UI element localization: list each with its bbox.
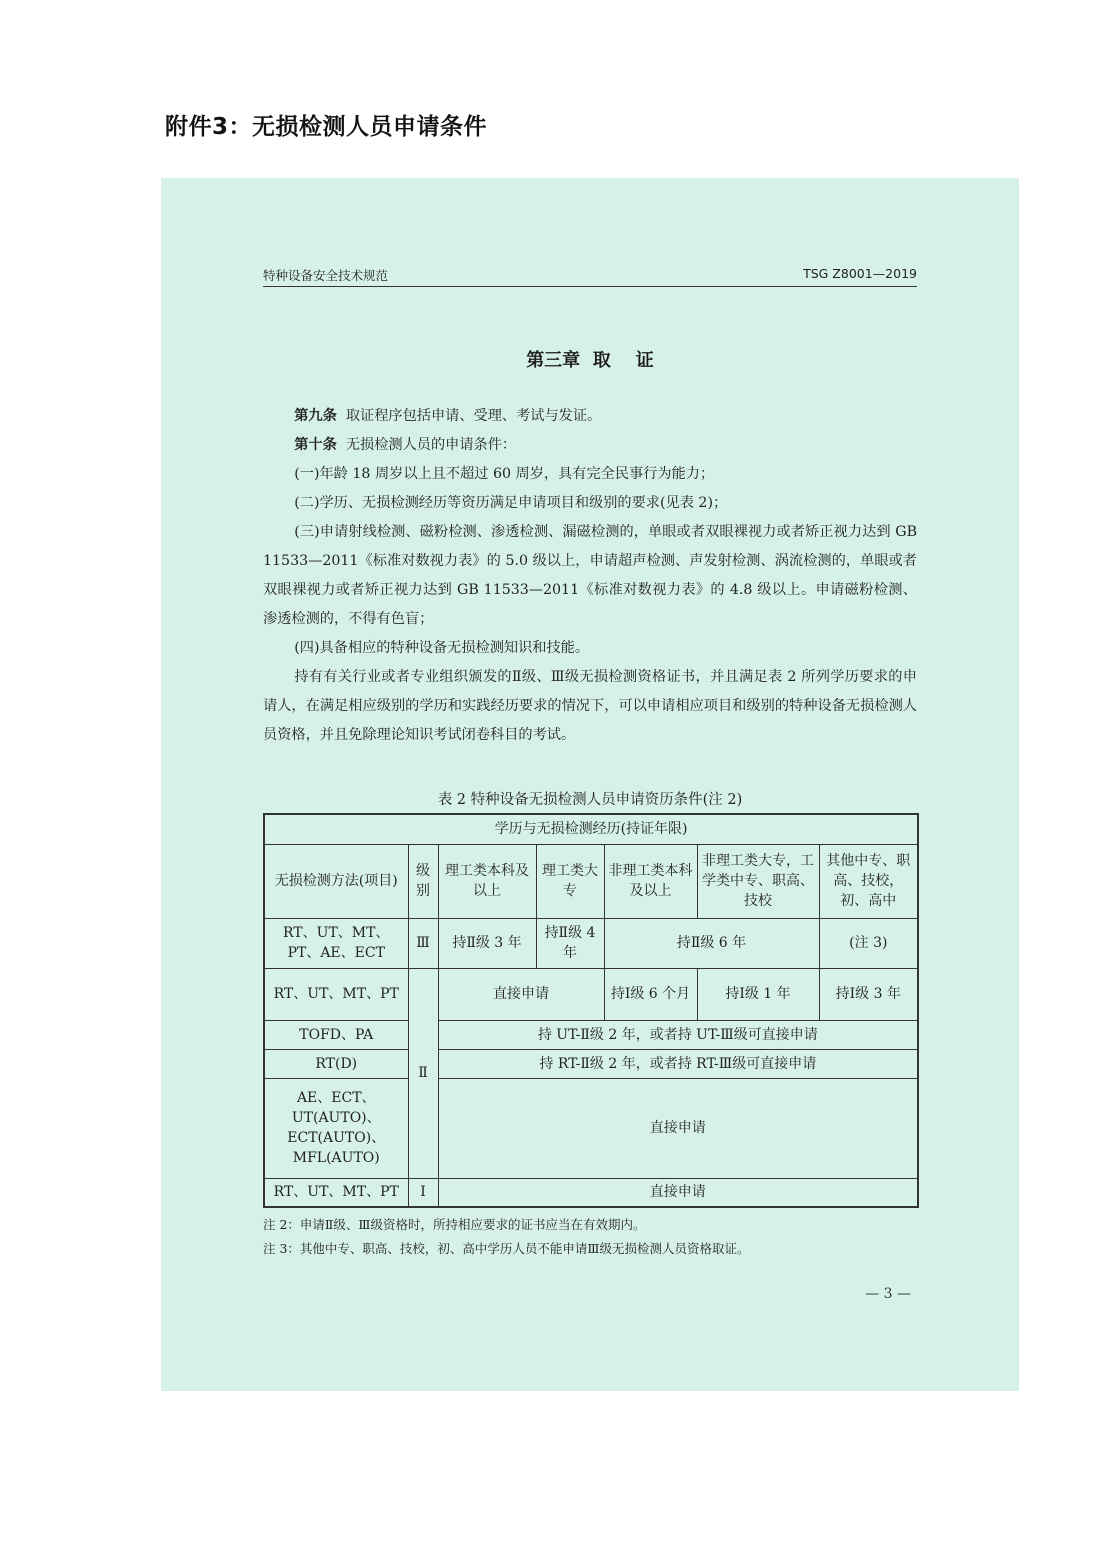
header-edu-4: 非理工类大专，工学类中专、职高、技校 <box>697 844 819 918</box>
row-level: Ⅲ <box>408 918 438 968</box>
table-row <box>264 1020 918 1049</box>
item-4: (四)具备相应的特种设备无损检测知识和技能。 <box>294 640 590 656</box>
row-cell: 持 RT-Ⅱ级 2 年，或者持 RT-Ⅲ级可直接申请 <box>438 1049 918 1078</box>
row-cell: 持Ⅰ级 6 个月 <box>604 968 697 1020</box>
row-level: Ⅰ <box>408 1178 438 1207</box>
table-row <box>264 1049 918 1078</box>
row-cell: (注 3) <box>819 918 918 968</box>
row-cell: 直接申请 <box>438 1178 918 1207</box>
header-edu-1: 理工类本科及以上 <box>438 844 536 918</box>
article-10-text: 无损检测人员的申请条件： <box>345 437 517 453</box>
row-cell: 持Ⅰ级 1 年 <box>697 968 819 1020</box>
row-cell: 持Ⅱ级 4 年 <box>536 918 604 968</box>
row-method: RT、UT、MT、PT <box>264 968 408 1020</box>
note-2: 注 2：申请Ⅱ级、Ⅲ级资格时，所持相应要求的证书应当在有效期内。 <box>263 1217 646 1232</box>
table-row <box>264 968 918 1020</box>
table-row <box>264 918 918 968</box>
item-1: (一)年龄 18 周岁以上且不超过 60 周岁，具有完全民事行为能力； <box>294 466 715 482</box>
row-cell: 持Ⅰ级 3 年 <box>819 968 918 1020</box>
row-cell: 持 UT-Ⅱ级 2 年，或者持 UT-Ⅲ级可直接申请 <box>438 1020 918 1049</box>
article-9 <box>263 402 917 431</box>
table-caption: 表 2 特种设备无损检测人员申请资历条件(注 2) <box>437 792 743 808</box>
article-10 <box>263 431 917 460</box>
header-method: 无损检测方法(项目) <box>264 844 408 918</box>
item-3: (三)申请射线检测、磁粉检测、渗透检测、漏磁检测的，单眼或者双眼裸视力或者矫正视力达到 GB 11533—2011《标准对数视力表》的 5.0 级以上，申请超声检测、声发射检测、涡流检测的，单眼或者双眼裸视力或者矫正视力达到 GB 11533—2011《标准对数视力表》的 4.8 级以上。申请磁粉检测、渗透检测的，不得有色盲； <box>263 524 917 627</box>
article-9-text: 取证程序包括申请、受理、考试与发证。 <box>345 408 602 424</box>
header-right: TSG Z8001—2019 <box>803 266 917 281</box>
table-row <box>264 1078 918 1178</box>
row-level: Ⅱ <box>408 968 438 1178</box>
row-method: TOFD、PA <box>264 1020 408 1049</box>
header-level: 级别 <box>408 844 438 918</box>
article-10-label: 第十条 <box>294 437 337 453</box>
article-9-label: 第九条 <box>294 408 337 424</box>
row-method: RT、UT、MT、PT、AE、ECT <box>264 918 408 968</box>
requirements-table <box>263 813 919 1208</box>
chapter-title: 第三章 取 证 <box>526 350 654 371</box>
scanned-page <box>161 178 1019 1391</box>
header-edu-3: 非理工类本科及以上 <box>604 844 697 918</box>
row-cell: 直接申请 <box>438 1078 918 1178</box>
row-cell: 持Ⅱ级 3 年 <box>438 918 536 968</box>
body-text <box>263 402 917 750</box>
item-2: (二)学历、无损检测经历等资历满足申请项目和级别的要求(见表 2)； <box>294 495 728 511</box>
page-number: — 3 — <box>865 1286 911 1302</box>
attachment-title: 附件3：无损检测人员申请条件 <box>165 114 488 140</box>
row-method: RT、UT、MT、PT <box>264 1178 408 1207</box>
header-left: 特种设备安全技术规范 <box>263 268 389 283</box>
table-group-header: 学历与无损检测经历(持证年限) <box>264 814 918 844</box>
running-header <box>263 266 917 287</box>
table-notes <box>263 1213 917 1261</box>
row-method: RT(D) <box>264 1049 408 1078</box>
certificate-paragraph: 持有有关行业或者专业组织颁发的Ⅱ级、Ⅲ级无损检测资格证书，并且满足表 2 所列学历要求的申请人，在满足相应级别的学历和实践经历要求的情况下，可以申请相应项目和级别的特种设备无损检测人员资格，并且免除理论知识考试闭卷科目的考试。 <box>263 669 917 743</box>
row-method: AE、ECT、UT(AUTO)、ECT(AUTO)、MFL(AUTO) <box>264 1078 408 1178</box>
header-edu-2: 理工类大专 <box>536 844 604 918</box>
row-cell: 持Ⅱ级 6 年 <box>604 918 819 968</box>
header-edu-5: 其他中专、职高、技校，初、高中 <box>819 844 918 918</box>
row-cell: 直接申请 <box>438 968 604 1020</box>
note-3: 注 3：其他中专、职高、技校，初、高中学历人员不能申请Ⅲ级无损检测人员资格取证。 <box>263 1241 750 1256</box>
table-row <box>264 1178 918 1207</box>
